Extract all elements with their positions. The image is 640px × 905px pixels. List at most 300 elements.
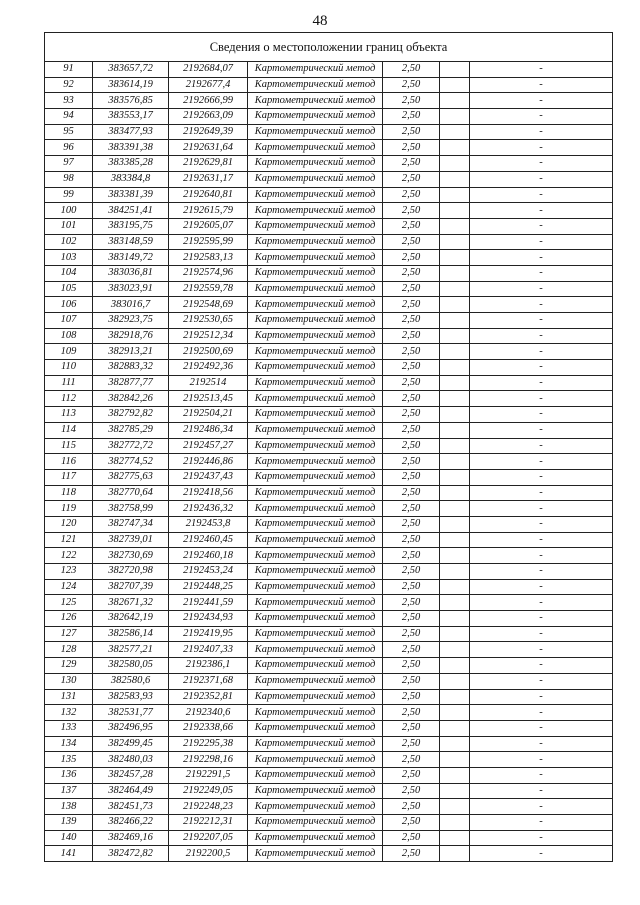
point-number-cell: 116 — [45, 454, 93, 470]
description-cell: - — [470, 93, 613, 109]
table-row — [45, 344, 613, 360]
point-number-cell: 120 — [45, 516, 93, 532]
precision-cell: 2,50 — [383, 265, 440, 281]
description-cell: - — [470, 658, 613, 674]
precision-cell: 2,50 — [383, 375, 440, 391]
x-coordinate-cell: 382913,21 — [93, 344, 169, 360]
y-coordinate-cell: 2192407,33 — [169, 642, 248, 658]
point-number-cell: 139 — [45, 815, 93, 831]
method-cell: Картометрический метод — [248, 422, 383, 438]
y-coordinate-cell: 2192631,17 — [169, 171, 248, 187]
x-coordinate-cell: 382792,82 — [93, 407, 169, 423]
precision-cell: 2,50 — [383, 767, 440, 783]
precision-cell: 2,50 — [383, 438, 440, 454]
method-cell: Картометрический метод — [248, 77, 383, 93]
method-cell: Картометрический метод — [248, 203, 383, 219]
table-row — [45, 595, 613, 611]
precision-cell: 2,50 — [383, 595, 440, 611]
description-cell: - — [470, 485, 613, 501]
x-coordinate-cell: 383023,91 — [93, 281, 169, 297]
description-cell: - — [470, 375, 613, 391]
table-row — [45, 830, 613, 846]
y-coordinate-cell: 2192486,34 — [169, 422, 248, 438]
description-cell: - — [470, 281, 613, 297]
point-number-cell: 93 — [45, 93, 93, 109]
x-coordinate-cell: 382772,72 — [93, 438, 169, 454]
method-cell: Картометрический метод — [248, 815, 383, 831]
x-coordinate-cell: 382707,39 — [93, 579, 169, 595]
y-coordinate-cell: 2192457,27 — [169, 438, 248, 454]
point-number-cell: 126 — [45, 611, 93, 627]
precision-cell: 2,50 — [383, 626, 440, 642]
method-cell: Картометрический метод — [248, 109, 383, 125]
x-coordinate-cell: 383381,39 — [93, 187, 169, 203]
x-coordinate-cell: 382720,98 — [93, 564, 169, 580]
precision-cell: 2,50 — [383, 799, 440, 815]
x-coordinate-cell: 382747,34 — [93, 516, 169, 532]
x-coordinate-cell: 382775,63 — [93, 469, 169, 485]
y-coordinate-cell: 2192448,25 — [169, 579, 248, 595]
y-coordinate-cell: 2192615,79 — [169, 203, 248, 219]
y-coordinate-cell: 2192453,8 — [169, 516, 248, 532]
precision-cell: 2,50 — [383, 313, 440, 329]
description-cell: - — [470, 250, 613, 266]
method-cell: Картометрический метод — [248, 140, 383, 156]
precision-cell: 2,50 — [383, 297, 440, 313]
point-number-cell: 109 — [45, 344, 93, 360]
table-row — [45, 422, 613, 438]
point-number-cell: 98 — [45, 171, 93, 187]
y-coordinate-cell: 2192640,81 — [169, 187, 248, 203]
x-coordinate-cell: 382671,32 — [93, 595, 169, 611]
point-number-cell: 140 — [45, 830, 93, 846]
description-cell: - — [470, 422, 613, 438]
table-row — [45, 93, 613, 109]
empty-cell-cell — [440, 532, 470, 548]
empty-cell-cell — [440, 391, 470, 407]
y-coordinate-cell: 2192212,31 — [169, 815, 248, 831]
table-row — [45, 438, 613, 454]
table-row — [45, 658, 613, 674]
method-cell: Картометрический метод — [248, 344, 383, 360]
empty-cell-cell — [440, 705, 470, 721]
point-number-cell: 131 — [45, 689, 93, 705]
precision-cell: 2,50 — [383, 360, 440, 376]
empty-cell-cell — [440, 830, 470, 846]
method-cell: Картометрический метод — [248, 62, 383, 78]
description-cell: - — [470, 360, 613, 376]
point-number-cell: 92 — [45, 77, 93, 93]
y-coordinate-cell: 2192684,07 — [169, 62, 248, 78]
precision-cell: 2,50 — [383, 752, 440, 768]
point-number-cell: 134 — [45, 736, 93, 752]
empty-cell-cell — [440, 469, 470, 485]
precision-cell: 2,50 — [383, 720, 440, 736]
table-row — [45, 156, 613, 172]
y-coordinate-cell: 2192530,65 — [169, 313, 248, 329]
description-cell: - — [470, 689, 613, 705]
table-row — [45, 360, 613, 376]
x-coordinate-cell: 382842,26 — [93, 391, 169, 407]
x-coordinate-cell: 383657,72 — [93, 62, 169, 78]
x-coordinate-cell: 382770,64 — [93, 485, 169, 501]
empty-cell-cell — [440, 375, 470, 391]
precision-cell: 2,50 — [383, 407, 440, 423]
method-cell: Картометрический метод — [248, 501, 383, 517]
table-row — [45, 109, 613, 125]
precision-cell: 2,50 — [383, 203, 440, 219]
point-number-cell: 125 — [45, 595, 93, 611]
x-coordinate-cell: 384251,41 — [93, 203, 169, 219]
point-number-cell: 115 — [45, 438, 93, 454]
empty-cell-cell — [440, 673, 470, 689]
description-cell: - — [470, 203, 613, 219]
precision-cell: 2,50 — [383, 140, 440, 156]
empty-cell-cell — [440, 234, 470, 250]
point-number-cell: 106 — [45, 297, 93, 313]
point-number-cell: 96 — [45, 140, 93, 156]
x-coordinate-cell: 382457,28 — [93, 767, 169, 783]
description-cell: - — [470, 501, 613, 517]
empty-cell-cell — [440, 93, 470, 109]
empty-cell-cell — [440, 799, 470, 815]
y-coordinate-cell: 2192548,69 — [169, 297, 248, 313]
description-cell: - — [470, 564, 613, 580]
description-cell: - — [470, 297, 613, 313]
description-cell: - — [470, 736, 613, 752]
description-cell: - — [470, 469, 613, 485]
table-row — [45, 218, 613, 234]
point-number-cell: 100 — [45, 203, 93, 219]
empty-cell-cell — [440, 752, 470, 768]
empty-cell-cell — [440, 642, 470, 658]
x-coordinate-cell: 382499,45 — [93, 736, 169, 752]
description-cell: - — [470, 516, 613, 532]
x-coordinate-cell: 382580,05 — [93, 658, 169, 674]
precision-cell: 2,50 — [383, 815, 440, 831]
description-cell: - — [470, 673, 613, 689]
y-coordinate-cell: 2192249,05 — [169, 783, 248, 799]
y-coordinate-cell: 2192514 — [169, 375, 248, 391]
x-coordinate-cell: 383614,19 — [93, 77, 169, 93]
precision-cell: 2,50 — [383, 658, 440, 674]
y-coordinate-cell: 2192513,45 — [169, 391, 248, 407]
description-cell: - — [470, 830, 613, 846]
description-cell: - — [470, 328, 613, 344]
method-cell: Картометрический метод — [248, 187, 383, 203]
table-row — [45, 579, 613, 595]
empty-cell-cell — [440, 171, 470, 187]
x-coordinate-cell: 382451,73 — [93, 799, 169, 815]
y-coordinate-cell: 2192441,59 — [169, 595, 248, 611]
description-cell: - — [470, 705, 613, 721]
method-cell: Картометрический метод — [248, 375, 383, 391]
empty-cell-cell — [440, 77, 470, 93]
x-coordinate-cell: 382466,22 — [93, 815, 169, 831]
table-row — [45, 705, 613, 721]
precision-cell: 2,50 — [383, 109, 440, 125]
table-row — [45, 391, 613, 407]
point-number-cell: 135 — [45, 752, 93, 768]
empty-cell-cell — [440, 815, 470, 831]
x-coordinate-cell: 383036,81 — [93, 265, 169, 281]
point-number-cell: 122 — [45, 548, 93, 564]
empty-cell-cell — [440, 265, 470, 281]
point-number-cell: 121 — [45, 532, 93, 548]
precision-cell: 2,50 — [383, 611, 440, 627]
precision-cell: 2,50 — [383, 642, 440, 658]
empty-cell-cell — [440, 501, 470, 517]
table-row — [45, 689, 613, 705]
y-coordinate-cell: 2192500,69 — [169, 344, 248, 360]
description-cell: - — [470, 313, 613, 329]
empty-cell-cell — [440, 783, 470, 799]
description-cell: - — [470, 62, 613, 78]
y-coordinate-cell: 2192386,1 — [169, 658, 248, 674]
table-row — [45, 564, 613, 580]
description-cell: - — [470, 234, 613, 250]
y-coordinate-cell: 2192559,78 — [169, 281, 248, 297]
description-cell: - — [470, 767, 613, 783]
empty-cell-cell — [440, 846, 470, 862]
empty-cell-cell — [440, 297, 470, 313]
empty-cell-cell — [440, 767, 470, 783]
table-row — [45, 611, 613, 627]
precision-cell: 2,50 — [383, 171, 440, 187]
point-number-cell: 110 — [45, 360, 93, 376]
point-number-cell: 114 — [45, 422, 93, 438]
point-number-cell: 107 — [45, 313, 93, 329]
method-cell: Картометрический метод — [248, 171, 383, 187]
table-row — [45, 77, 613, 93]
y-coordinate-cell: 2192512,34 — [169, 328, 248, 344]
description-cell: - — [470, 720, 613, 736]
precision-cell: 2,50 — [383, 62, 440, 78]
point-number-cell: 141 — [45, 846, 93, 862]
y-coordinate-cell: 2192298,16 — [169, 752, 248, 768]
method-cell: Картометрический метод — [248, 783, 383, 799]
table-row — [45, 469, 613, 485]
table-row — [45, 203, 613, 219]
point-number-cell: 111 — [45, 375, 93, 391]
x-coordinate-cell: 382469,16 — [93, 830, 169, 846]
table-row — [45, 297, 613, 313]
method-cell: Картометрический метод — [248, 626, 383, 642]
empty-cell-cell — [440, 124, 470, 140]
method-cell: Картометрический метод — [248, 548, 383, 564]
table-row — [45, 454, 613, 470]
table-row — [45, 375, 613, 391]
precision-cell: 2,50 — [383, 124, 440, 140]
x-coordinate-cell: 382785,29 — [93, 422, 169, 438]
method-cell: Картометрический метод — [248, 830, 383, 846]
x-coordinate-cell: 382480,03 — [93, 752, 169, 768]
x-coordinate-cell: 382739,01 — [93, 532, 169, 548]
table-row — [45, 767, 613, 783]
y-coordinate-cell: 2192340,6 — [169, 705, 248, 721]
method-cell: Картометрический метод — [248, 516, 383, 532]
table-row — [45, 736, 613, 752]
table-row — [45, 485, 613, 501]
x-coordinate-cell: 382472,82 — [93, 846, 169, 862]
empty-cell-cell — [440, 611, 470, 627]
empty-cell-cell — [440, 218, 470, 234]
point-number-cell: 104 — [45, 265, 93, 281]
description-cell: - — [470, 579, 613, 595]
x-coordinate-cell: 383576,85 — [93, 93, 169, 109]
y-coordinate-cell: 2192460,18 — [169, 548, 248, 564]
y-coordinate-cell: 2192352,81 — [169, 689, 248, 705]
y-coordinate-cell: 2192434,93 — [169, 611, 248, 627]
y-coordinate-cell: 2192371,68 — [169, 673, 248, 689]
x-coordinate-cell: 382577,21 — [93, 642, 169, 658]
y-coordinate-cell: 2192492,36 — [169, 360, 248, 376]
table-row — [45, 250, 613, 266]
precision-cell: 2,50 — [383, 564, 440, 580]
y-coordinate-cell: 2192291,5 — [169, 767, 248, 783]
x-coordinate-cell: 382923,75 — [93, 313, 169, 329]
method-cell: Картометрический метод — [248, 564, 383, 580]
y-coordinate-cell: 2192200,5 — [169, 846, 248, 862]
x-coordinate-cell: 382883,32 — [93, 360, 169, 376]
table-row — [45, 642, 613, 658]
empty-cell-cell — [440, 720, 470, 736]
point-number-cell: 124 — [45, 579, 93, 595]
method-cell: Картометрический метод — [248, 234, 383, 250]
empty-cell-cell — [440, 140, 470, 156]
method-cell: Картометрический метод — [248, 265, 383, 281]
point-number-cell: 130 — [45, 673, 93, 689]
point-number-cell: 101 — [45, 218, 93, 234]
point-number-cell: 128 — [45, 642, 93, 658]
description-cell: - — [470, 752, 613, 768]
point-number-cell: 117 — [45, 469, 93, 485]
point-number-cell: 132 — [45, 705, 93, 721]
description-cell: - — [470, 454, 613, 470]
precision-cell: 2,50 — [383, 422, 440, 438]
table-row — [45, 673, 613, 689]
table-row — [45, 124, 613, 140]
table-row — [45, 846, 613, 862]
empty-cell-cell — [440, 250, 470, 266]
point-number-cell: 91 — [45, 62, 93, 78]
x-coordinate-cell: 383149,72 — [93, 250, 169, 266]
precision-cell: 2,50 — [383, 846, 440, 862]
point-number-cell: 123 — [45, 564, 93, 580]
method-cell: Картометрический метод — [248, 532, 383, 548]
precision-cell: 2,50 — [383, 830, 440, 846]
precision-cell: 2,50 — [383, 485, 440, 501]
method-cell: Картометрический метод — [248, 579, 383, 595]
table-row — [45, 407, 613, 423]
table-title-row — [45, 33, 613, 62]
empty-cell-cell — [440, 626, 470, 642]
method-cell: Картометрический метод — [248, 360, 383, 376]
point-number-cell: 118 — [45, 485, 93, 501]
empty-cell-cell — [440, 564, 470, 580]
method-cell: Картометрический метод — [248, 799, 383, 815]
table-row — [45, 815, 613, 831]
method-cell: Картометрический метод — [248, 689, 383, 705]
method-cell: Картометрический метод — [248, 454, 383, 470]
x-coordinate-cell: 382583,93 — [93, 689, 169, 705]
description-cell: - — [470, 532, 613, 548]
y-coordinate-cell: 2192649,39 — [169, 124, 248, 140]
precision-cell: 2,50 — [383, 234, 440, 250]
table-row — [45, 752, 613, 768]
precision-cell: 2,50 — [383, 218, 440, 234]
table-row — [45, 516, 613, 532]
method-cell: Картометрический метод — [248, 752, 383, 768]
y-coordinate-cell: 2192583,13 — [169, 250, 248, 266]
precision-cell: 2,50 — [383, 454, 440, 470]
description-cell: - — [470, 407, 613, 423]
description-cell: - — [470, 344, 613, 360]
y-coordinate-cell: 2192504,21 — [169, 407, 248, 423]
y-coordinate-cell: 2192418,56 — [169, 485, 248, 501]
method-cell: Картометрический метод — [248, 611, 383, 627]
x-coordinate-cell: 383148,59 — [93, 234, 169, 250]
empty-cell-cell — [440, 109, 470, 125]
precision-cell: 2,50 — [383, 548, 440, 564]
x-coordinate-cell: 382730,69 — [93, 548, 169, 564]
empty-cell-cell — [440, 658, 470, 674]
y-coordinate-cell: 2192574,96 — [169, 265, 248, 281]
point-number-cell: 137 — [45, 783, 93, 799]
empty-cell-cell — [440, 438, 470, 454]
point-number-cell: 103 — [45, 250, 93, 266]
empty-cell-cell — [440, 203, 470, 219]
description-cell: - — [470, 438, 613, 454]
precision-cell: 2,50 — [383, 673, 440, 689]
x-coordinate-cell: 382918,76 — [93, 328, 169, 344]
precision-cell: 2,50 — [383, 532, 440, 548]
method-cell: Картометрический метод — [248, 218, 383, 234]
method-cell: Картометрический метод — [248, 705, 383, 721]
description-cell: - — [470, 265, 613, 281]
y-coordinate-cell: 2192629,81 — [169, 156, 248, 172]
precision-cell: 2,50 — [383, 516, 440, 532]
empty-cell-cell — [440, 579, 470, 595]
precision-cell: 2,50 — [383, 501, 440, 517]
precision-cell: 2,50 — [383, 187, 440, 203]
point-number-cell: 99 — [45, 187, 93, 203]
table-title: Сведения о местоположении границ объекта — [45, 33, 613, 62]
method-cell: Картометрический метод — [248, 328, 383, 344]
method-cell: Картометрический метод — [248, 156, 383, 172]
empty-cell-cell — [440, 422, 470, 438]
x-coordinate-cell: 383385,28 — [93, 156, 169, 172]
x-coordinate-cell: 383553,17 — [93, 109, 169, 125]
precision-cell: 2,50 — [383, 344, 440, 360]
method-cell: Картометрический метод — [248, 391, 383, 407]
description-cell: - — [470, 783, 613, 799]
y-coordinate-cell: 2192666,99 — [169, 93, 248, 109]
table-row — [45, 140, 613, 156]
method-cell: Картометрический метод — [248, 673, 383, 689]
method-cell: Картометрический метод — [248, 736, 383, 752]
description-cell: - — [470, 799, 613, 815]
empty-cell-cell — [440, 516, 470, 532]
method-cell: Картометрический метод — [248, 485, 383, 501]
table-row — [45, 281, 613, 297]
method-cell: Картометрический метод — [248, 407, 383, 423]
description-cell: - — [470, 611, 613, 627]
empty-cell-cell — [440, 328, 470, 344]
empty-cell-cell — [440, 313, 470, 329]
precision-cell: 2,50 — [383, 736, 440, 752]
precision-cell: 2,50 — [383, 469, 440, 485]
